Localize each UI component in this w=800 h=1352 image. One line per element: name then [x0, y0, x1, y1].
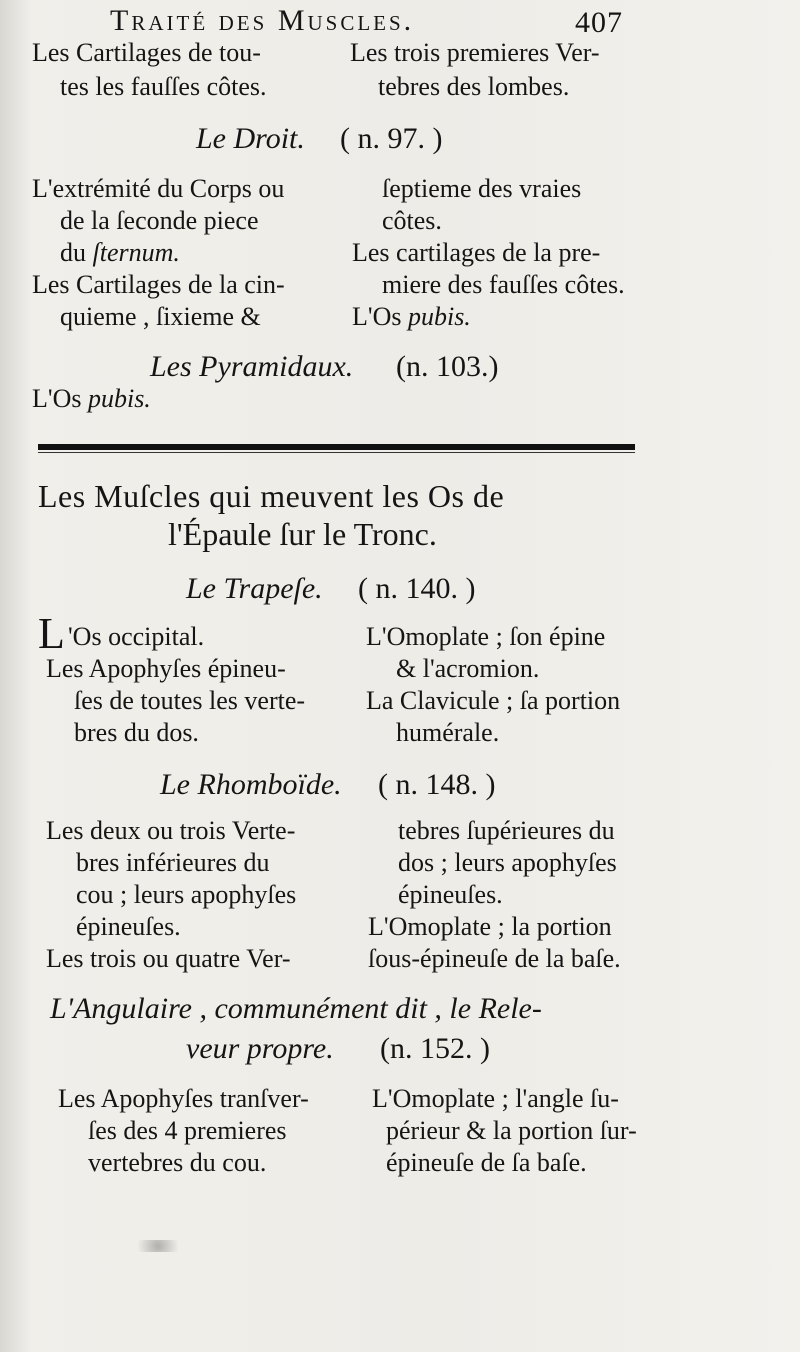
droit-left-line-1: L'extrémité du Corps ou	[32, 174, 285, 203]
pyramidaux-text: L'Os	[32, 384, 88, 413]
trapese-right-line-1: L'Omoplate ; ſon épine	[366, 622, 606, 651]
page-number: 407	[575, 6, 623, 39]
pyramidaux-line	[32, 386, 151, 412]
droit-left-line-3	[60, 240, 180, 266]
droit-right-line-4: miere des fauſſes côtes.	[382, 270, 625, 299]
angulaire-left-line-2: ſes des 4 premieres	[88, 1116, 287, 1145]
trapese-right-line-3: La Clavicule ; ſa portion	[366, 686, 621, 715]
section-title-trapese: Le Trapeſe.	[186, 572, 323, 605]
trapese-right-line-4: humérale.	[396, 718, 500, 747]
trapese-dropcap: L	[38, 609, 65, 658]
droit-left-line-2: de la ſeconde piece	[60, 206, 259, 235]
droit-right-line-5-text: L'Os	[352, 302, 408, 331]
page-edge-shadow	[0, 0, 32, 1352]
section-ref-angulaire: (n. 152. )	[380, 1032, 490, 1065]
droit-right-line-2: côtes.	[382, 206, 442, 235]
trapese-right-line-2: & l'acromion.	[396, 654, 540, 683]
top-left-line-2: tes les fauſſes côtes.	[60, 72, 267, 101]
trapese-left-line-2: Les Apophyſes épineu-	[46, 654, 286, 683]
chapter-heading-line-2: l'Épaule ſur le Tronc.	[168, 516, 437, 552]
section-title-rhomboide: Le Rhomboïde.	[160, 768, 342, 801]
droit-right-line-5	[352, 304, 471, 330]
section-ref-droit: ( n. 97. )	[340, 122, 443, 155]
section-title-angulaire-line-2: veur propre.	[186, 1032, 334, 1065]
rhomboide-left-line-5: Les trois ou quatre Ver-	[46, 944, 291, 973]
angulaire-right-line-1: L'Omoplate ; l'angle ſu-	[372, 1084, 619, 1113]
droit-left-sternum: ſternum.	[92, 238, 180, 267]
section-divider-rule-thin	[38, 452, 635, 453]
ink-smudge	[138, 1240, 178, 1252]
droit-left-line-4: Les Cartilages de la cin-	[32, 270, 285, 299]
section-ref-pyramidaux: (n. 103.)	[396, 350, 499, 383]
trapese-left-line-1: 'Os occipital.	[68, 622, 205, 651]
rhomboide-right-line-4: L'Omoplate ; la portion	[368, 912, 612, 941]
rhomboide-left-line-4: épineuſes.	[76, 912, 181, 941]
section-title-angulaire-line-1: L'Angulaire , communément dit , le Rele-	[50, 992, 542, 1025]
running-header-title: Traité des Muscles.	[110, 4, 415, 37]
angulaire-right-line-3: épineuſe de ſa baſe.	[386, 1148, 587, 1177]
section-title-droit: Le Droit.	[196, 122, 305, 155]
droit-left-line-5: quieme , ſixieme &	[60, 302, 261, 331]
section-title-pyramidaux: Les Pyramidaux.	[150, 350, 354, 383]
rhomboide-left-line-2: bres inférieures du	[76, 848, 270, 877]
droit-right-pubis: pubis.	[407, 302, 471, 331]
angulaire-left-line-1: Les Apophyſes tranſver-	[58, 1084, 309, 1113]
chapter-heading-line-1: Les Muſcles qui meuvent les Os de	[38, 478, 505, 514]
top-right-line-2: tebres des lombes.	[378, 72, 570, 101]
rhomboide-left-line-3: cou ; leurs apophyſes	[76, 880, 297, 909]
trapese-left-line-3: ſes de toutes les verte-	[74, 686, 306, 715]
rhomboide-right-line-5: ſous-épineuſe de la baſe.	[368, 944, 621, 973]
droit-right-line-3: Les cartilages de la pre-	[352, 238, 601, 267]
pyramidaux-pubis: pubis.	[87, 384, 151, 413]
trapese-left-line-4: bres du dos.	[74, 718, 199, 747]
rhomboide-left-line-1: Les deux ou trois Verte-	[46, 816, 296, 845]
angulaire-right-line-2: périeur & la portion ſur-	[386, 1116, 637, 1145]
rhomboide-right-line-1: tebres ſupérieures du	[398, 816, 615, 845]
section-ref-trapese: ( n. 140. )	[358, 572, 476, 605]
rhomboide-right-line-3: épineuſes.	[398, 880, 503, 909]
top-left-line-1: Les Cartilages de tou-	[32, 38, 261, 67]
droit-left-line-3-text: du	[60, 238, 93, 267]
section-divider-rule	[38, 444, 635, 450]
droit-right-line-1: ſeptieme des vraies	[382, 174, 582, 203]
section-ref-rhomboide: ( n. 148. )	[378, 768, 496, 801]
rhomboide-right-line-2: dos ; leurs apophyſes	[398, 848, 617, 877]
top-right-line-1: Les trois premieres Ver-	[350, 38, 600, 67]
angulaire-left-line-3: vertebres du cou.	[88, 1148, 267, 1177]
